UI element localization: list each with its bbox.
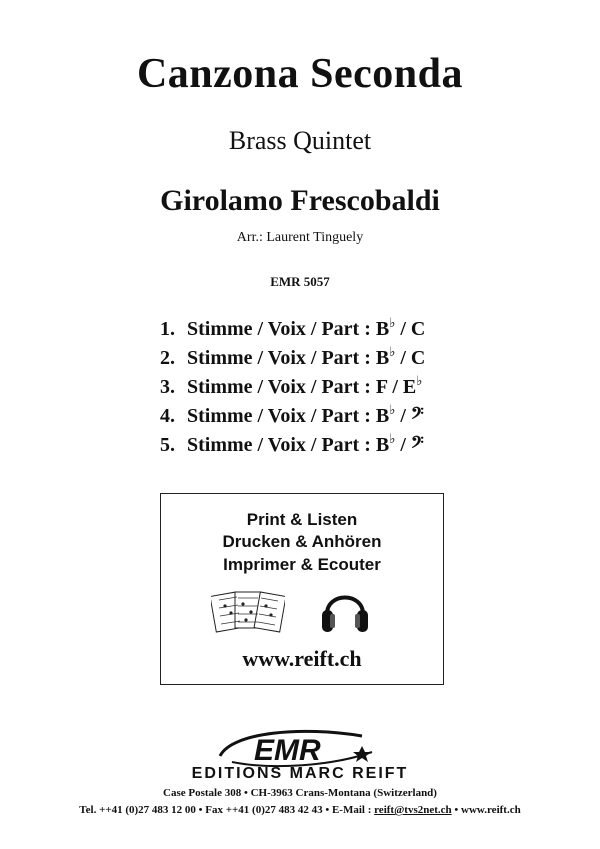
part-item — [160, 373, 500, 405]
part-key: B — [375, 434, 390, 456]
part-key: F / E — [375, 376, 417, 398]
part-number: 3. — [160, 376, 175, 398]
part-suffix: / 𝄢 — [400, 405, 424, 427]
part-item — [160, 402, 500, 434]
part-number: 4. — [160, 405, 175, 427]
composer: Girolamo Frescobaldi — [160, 184, 440, 217]
part-key: B — [375, 318, 390, 340]
email-link[interactable]: reift@tvs2net.ch — [374, 804, 452, 816]
website-link[interactable]: • www.reift.ch — [454, 804, 521, 816]
part-item — [160, 315, 500, 347]
part-number: 2. — [160, 347, 175, 369]
publisher-address: Case Postale 308 • CH-3963 Crans-Montana (Switzerland) — [163, 787, 437, 799]
flat-icon: ♭ — [389, 315, 396, 330]
catalog-number: EMR 5057 — [270, 274, 330, 289]
part-label: Stimme / Voix / Part : — [187, 434, 371, 456]
arranger-name: Laurent Tinguely — [266, 230, 364, 245]
part-number: 1. — [160, 318, 175, 340]
flat-icon: ♭ — [389, 344, 396, 359]
publisher-name: EDITIONS MARC REIFT — [191, 765, 409, 782]
part-number: 5. — [160, 434, 175, 456]
promo-line-print-listen: Print & Listen — [246, 510, 358, 529]
part-item — [160, 344, 500, 376]
sheet-music-icon — [211, 586, 285, 636]
emr-logo — [212, 726, 382, 770]
svg-text:EMR: EMR — [254, 734, 321, 767]
promo-box — [160, 493, 444, 685]
arranger — [0, 230, 600, 246]
part-suffix: / C — [400, 347, 426, 369]
headphones-icon — [319, 580, 371, 638]
flat-icon: ♭ — [389, 431, 396, 446]
part-label: Stimme / Voix / Part : — [187, 376, 371, 398]
part-suffix: / 𝄢 — [400, 434, 424, 456]
flat-icon: ♭ — [389, 402, 396, 417]
page-title: Canzona Seconda — [136, 51, 464, 97]
publisher-contact — [0, 804, 600, 816]
promo-line-drucken: Drucken & Anhören — [222, 532, 382, 551]
part-label: Stimme / Voix / Part : — [187, 347, 371, 369]
part-key: B — [375, 347, 390, 369]
part-suffix: / C — [400, 318, 426, 340]
phone-fax: Tel. ++41 (0)27 483 12 00 • Fax ++41 (0)27 483 42 43 • E-Mail : — [79, 804, 372, 816]
part-label: Stimme / Voix / Part : — [187, 318, 371, 340]
parts-list — [160, 315, 500, 463]
arranger-prefix: Arr.: — [236, 230, 263, 245]
subtitle: Brass Quintet — [228, 126, 372, 155]
promo-url[interactable]: www.reift.ch — [242, 646, 362, 671]
promo-line-imprimer: Imprimer & Ecouter — [223, 555, 381, 574]
flat-icon: ♭ — [416, 373, 423, 388]
part-key: B — [375, 405, 390, 427]
part-label: Stimme / Voix / Part : — [187, 405, 371, 427]
part-item — [160, 431, 500, 463]
